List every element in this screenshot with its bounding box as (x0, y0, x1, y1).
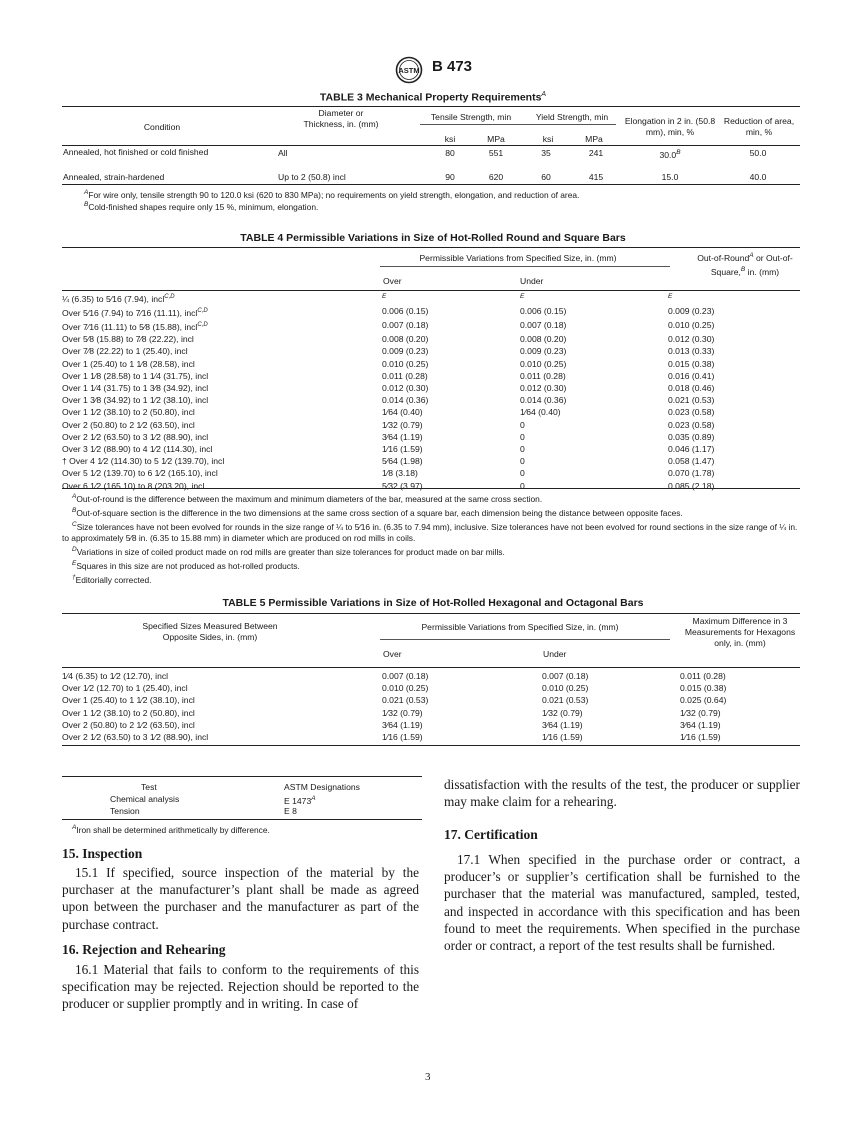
table-cell: 0.014 (0.36) (520, 395, 567, 406)
table-cell: 0.085 (2.18) (668, 480, 715, 491)
t5-col-sizes: Specified Sizes Measured Between Opposite Sides, in. (mm) (142, 621, 278, 642)
table-cell: 0.009 (0.23) (520, 346, 567, 357)
table-row (62, 394, 788, 406)
table-cell: 0.021 (0.53) (668, 395, 715, 406)
table-cell: 0.010 (0.25) (542, 683, 589, 694)
test-row2-test: Tension (110, 806, 140, 816)
table-cell: Over 5⁄8 (15.88) to 7⁄8 (22.22), incl (62, 334, 194, 345)
table-cell: 0.011 (0.28) (680, 671, 726, 681)
test-col-test: Test (141, 782, 157, 792)
table-cell: Over 7⁄8 (22.22) to 1 (25.40), incl (62, 346, 188, 357)
table-row (62, 406, 788, 418)
table-row (62, 382, 788, 394)
table-cell: 0 (520, 480, 525, 491)
t3-footnote-a: $^A$For wire only, tensile strength 90 to 120.0 ksi (620 to 830 MPa); no requirements on yield strength, elongation, and reduction of area. (84, 189, 580, 200)
table-cell: Over 6 1⁄2 (165.10) to 8 (203.20), incl (62, 480, 205, 491)
section-16-title: 16. Rejection and Rehearing (62, 942, 226, 957)
table-cell: Over 1 3⁄8 (34.92) to 1 1⁄2 (38.10), incl (62, 395, 209, 406)
table-cell: Over 1 1⁄4 (31.75) to 1 3⁄8 (34.92), incl (62, 383, 209, 393)
table-cell: 0.011 (0.28) (382, 370, 428, 381)
astm-logo-icon (394, 56, 424, 84)
table-cell: Over 1 1⁄2 (38.10) to 2 (50.80), incl (62, 407, 195, 418)
t4-col-oor: Out-of-Round$^A$ or Out-of-Square,$^B$ in. (mm) (697, 252, 793, 277)
t3-row2-condition: Annealed, strain-hardened (63, 172, 165, 182)
t3-col-reduction: Reduction of area, min, % (723, 116, 795, 137)
svg-text:ASTM: ASTM (398, 66, 420, 75)
t5-col-group: Permissible Variations from Specified Size, in. (mm) (421, 622, 619, 632)
table-cell: 0.010 (0.25) (668, 320, 715, 331)
table-row (62, 480, 788, 492)
table-cell: 0.023 (0.58) (668, 407, 715, 418)
table-cell: 0 (520, 444, 525, 455)
t5-col-under: Under (543, 649, 567, 659)
t3-row2-ympa: 415 (588, 172, 604, 182)
table-cell: 0.023 (0.58) (668, 419, 715, 430)
table5-title: TABLE 5 Permissible Variations in Size of Hot-Rolled Hexagonal and Octagonal Bars (222, 597, 644, 609)
table-cell: 1⁄32 (0.79) (382, 707, 423, 718)
table-cell: ¼ (6.35) to 5⁄16 (7.94), incl$^{C,D}$ (62, 293, 175, 304)
table-cell: 0.015 (0.38) (680, 683, 727, 694)
test-row1-test: Chemical analysis (110, 794, 180, 804)
test-row2-designation: E 8 (284, 806, 297, 816)
t3-row1-condition: Annealed, hot finished or cold finished (63, 147, 209, 157)
table-cell: 0.016 (0.41) (668, 370, 715, 381)
table-cell: 1⁄32 (0.79) (680, 707, 721, 718)
table-cell: 0.007 (0.18) (382, 671, 429, 681)
table4-title: TABLE 4 Permissible Variations in Size of Hot-Rolled Round and Square Bars (240, 232, 626, 244)
table-cell: Over 2 (50.80) to 2 1⁄2 (63.50), incl (62, 719, 195, 730)
table-cell: Over 1⁄2 (12.70) to 1 (25.40), incl (62, 683, 188, 694)
t3-row1-diameter: All (278, 148, 288, 158)
table-cell: Over 5 1⁄2 (139.70) to 6 1⁄2 (165.10), incl (62, 468, 218, 479)
t3-footnote-b: $^B$Cold-finished shapes require only 15 %, minimum, elongation. (84, 201, 319, 212)
footnote: $^A$Out-of-round is the difference between the maximum and minimum diameters of the bar, measured at the same cross section. (72, 493, 543, 504)
table-cell: 0 (520, 456, 525, 467)
t3-col-tensile: Tensile Strength, min (430, 112, 512, 122)
table-cell: 1⁄16 (1.59) (680, 732, 721, 743)
t4-rows (62, 291, 788, 492)
t3-col-diameter: Diameter or Thickness, in. (mm) (303, 108, 379, 129)
table-cell: 1⁄16 (1.59) (542, 732, 583, 743)
footnote: $^E$Squares in this size are not produced as hot-rolled products. (72, 560, 300, 571)
table-cell: 0 (520, 468, 525, 479)
t5-col-over: Over (383, 649, 402, 659)
table-row (62, 370, 788, 382)
table-cell: 0.035 (0.89) (668, 431, 715, 442)
table-cell: Over 1 1⁄2 (38.10) to 2 (50.80), incl (62, 707, 195, 718)
table-cell: 0.012 (0.30) (382, 383, 429, 393)
table-cell: 0.015 (0.38) (668, 358, 715, 369)
table-cell: Over 5⁄16 (7.94) to 7⁄16 (11.11), incl$^{C,D}$ (62, 307, 208, 318)
table-cell: 0.012 (0.30) (668, 334, 715, 345)
table-cell: 0.008 (0.20) (520, 334, 567, 345)
t5-rows (62, 670, 800, 743)
table-cell: 0.007 (0.18) (382, 320, 429, 331)
t3-row2-tmpa: 620 (488, 172, 504, 182)
table-cell: 1⁄16 (1.59) (382, 444, 423, 455)
table-row (62, 358, 788, 370)
footnote: $^C$Size tolerances have not been evolved for rounds in the size range of ¼ to 5⁄16 in. (6.35 to 7.94 mm), inclusive. Size tolerances have not been evolved for round sections in the size range of ¼ in. to approximately 5⁄8 in. (6.35 to 15.88 mm) in diameter which are produced on rod mills in coils. (62, 520, 798, 544)
table-cell: 3⁄64 (1.19) (680, 719, 721, 730)
t3-row1-ympa: 241 (588, 148, 604, 158)
table-cell: Over 7⁄16 (11.11) to 5⁄8 (15.88), incl$^{C,D}$ (62, 321, 208, 332)
table-cell: 0.007 (0.18) (542, 671, 589, 681)
table-cell: 1⁄4 (6.35) to 1⁄2 (12.70), incl (62, 671, 169, 681)
table-cell: 1⁄64 (0.40) (520, 407, 561, 418)
table-cell: 0.007 (0.18) (520, 320, 567, 331)
t3-row2-elong: 15.0 (661, 172, 679, 182)
section-15-title: 15. Inspection (62, 846, 143, 861)
table-cell: 0.021 (0.53) (542, 695, 589, 706)
table-row (62, 707, 800, 719)
footnote: †Editorially corrected. (72, 573, 152, 585)
table-cell: 0.010 (0.25) (520, 358, 567, 369)
table-row (62, 731, 800, 743)
table-row (62, 291, 788, 305)
table-cell: 5⁄64 (1.98) (382, 456, 423, 467)
t3-row1-yksi: 35 (541, 148, 551, 158)
t4-col-over: Over (383, 276, 402, 286)
table-cell: 0.009 (0.23) (382, 346, 429, 357)
table-cell: 0.006 (0.15) (520, 306, 567, 317)
section-17-para: 17.1 When specified in the purchase order or contract, a producer’s or supplier’s certification shall be furnished to the purchaser that the material was manufactured, sampled, tested, and inspected in accordance with this specification and has been found to meet the requirements. When specified in the purchase order or contract, a report of the test results shall be furnished. (444, 852, 800, 954)
table-cell: 1⁄16 (1.59) (382, 732, 423, 743)
table-cell: Over 1 (25.40) to 1 1⁄8 (28.58), incl (62, 358, 195, 369)
table-cell: 0.014 (0.36) (382, 395, 429, 406)
t4-footnotes (62, 491, 802, 586)
table-cell: 1⁄32 (0.79) (542, 707, 583, 718)
t3-unit-mpa: MPa (487, 134, 505, 144)
section-16-para: 16.1 Material that fails to conform to the requirements of this specification may be rejected. Rejection should be reported to the producer or supplier promptly and in writing. In case of (62, 962, 419, 1012)
table-cell: E (382, 293, 387, 300)
table-cell: 0.021 (0.53) (382, 695, 429, 706)
table-cell: 0 (520, 419, 525, 430)
table-cell: 3⁄64 (1.19) (382, 431, 423, 442)
table-cell: E (668, 293, 673, 300)
table-row (62, 443, 788, 455)
table-row (62, 319, 788, 333)
table-cell: Over 2 1⁄2 (63.50) to 3 1⁄2 (88.90), incl (62, 732, 209, 743)
table-cell: 5⁄32 (3.97) (382, 480, 423, 491)
t5-col-maxdiff: Maximum Difference in 3 Measurements for Hexagons only, in. (mm) (684, 616, 796, 648)
table-cell: 3⁄64 (1.19) (542, 719, 583, 730)
table-row (62, 682, 800, 694)
t3-row1-elong: $30.0^B$ (659, 149, 681, 160)
table-cell: Over 3 1⁄2 (88.90) to 4 1⁄2 (114.30), incl (62, 444, 213, 455)
footnote: $^D$Variations in size of coiled product made on rod mills are greater than size tolerances for product made on bar mills. (72, 546, 505, 558)
t3-row2-tksi: 90 (445, 172, 455, 182)
t4-col-group: Permissible Variations from Specified Size, in. (mm) (419, 253, 617, 263)
table-cell: 1⁄64 (0.40) (382, 407, 423, 418)
table-cell: 0.025 (0.64) (680, 695, 727, 706)
t3-unit-ksi: ksi (444, 134, 456, 144)
table-row (62, 694, 800, 706)
table-cell: 0.008 (0.20) (382, 334, 429, 345)
table-cell: Over 1 1⁄8 (28.58) to 1 1⁄4 (31.75), incl (62, 370, 209, 381)
table-row (62, 305, 788, 319)
table-cell: 0.010 (0.25) (382, 683, 429, 694)
table-cell: 0.013 (0.33) (668, 346, 715, 357)
test-footnote: $^A$Iron shall be determined arithmetically by difference. (72, 824, 270, 835)
t3-row2-diameter: Up to 2 (50.8) incl (278, 172, 346, 182)
t3-row2-red: 40.0 (749, 172, 767, 182)
t3-row1-tmpa: 551 (488, 148, 504, 158)
section-16-continued: dissatisfaction with the results of the test, the producer or supplier may make claim for a rehearing. (444, 777, 800, 810)
section-15-para: 15.1 If specified, source inspection of the material by the purchaser at the manufacturer’s plant shall be made as agreed upon between the purchaser and the manufacturer as part of the purchase contract. (62, 865, 419, 932)
table3-title: TABLE 3 Mechanical Property Requirements$^A$ (319, 91, 547, 104)
footnote: $^B$Out-of-square section is the difference in the two dimensions at the same cross section of a square bar, each dimension being the distance between opposite faces. (72, 506, 683, 518)
t3-col-elongation: Elongation in 2 in. (50.8 mm), min, % (624, 116, 716, 137)
table-row (62, 455, 788, 467)
table-cell: 0.018 (0.46) (668, 383, 715, 393)
table-row (62, 333, 788, 345)
table-cell: 0.009 (0.23) (668, 306, 715, 317)
test-row1-designation: E $1473^A$ (284, 795, 316, 806)
t3-row1-tksi: 80 (445, 148, 455, 158)
t3-row2-yksi: 60 (541, 172, 551, 182)
table-cell: 1⁄32 (0.79) (382, 419, 423, 430)
table-cell: Over 1 (25.40) to 1 1⁄2 (38.10), incl (62, 695, 195, 706)
table-cell: 0.058 (1.47) (668, 456, 715, 467)
table-cell: 1⁄8 (3.18) (382, 468, 418, 479)
table-cell: Over 2 (50.80) to 2 1⁄2 (63.50), incl (62, 419, 195, 430)
table-cell: 0.010 (0.25) (382, 358, 429, 369)
t4-col-under: Under (520, 276, 544, 286)
page-number: 3 (425, 1071, 431, 1083)
table-cell: † Over 4 1⁄2 (114.30) to 5 1⁄2 (139.70), incl (62, 456, 225, 467)
t3-unit-ksi: ksi (542, 134, 554, 144)
table-cell: Over 2 1⁄2 (63.50) to 3 1⁄2 (88.90), incl (62, 431, 209, 442)
table-row (62, 719, 800, 731)
table-row (62, 431, 788, 443)
table-cell: 0.012 (0.30) (520, 383, 567, 393)
table-cell: 0.011 (0.28) (520, 370, 566, 381)
table-cell: E (520, 293, 525, 300)
table-cell: 0.070 (1.78) (668, 468, 715, 479)
t3-unit-mpa: MPa (585, 134, 603, 144)
designation-header: B 473 (432, 58, 473, 75)
table-row (62, 419, 788, 431)
t3-col-yield: Yield Strength, min (535, 112, 609, 122)
table-row (62, 345, 788, 357)
table-cell: 0 (520, 431, 525, 442)
table-cell: 0.046 (1.17) (668, 444, 715, 455)
table-cell: 0.006 (0.15) (382, 306, 429, 317)
table-row (62, 670, 800, 682)
table-row (62, 467, 788, 479)
test-col-designation: ASTM Designations (284, 782, 360, 792)
t3-row1-red: 50.0 (749, 148, 767, 158)
section-17-title: 17. Certification (444, 827, 538, 842)
table-cell: 3⁄64 (1.19) (382, 719, 423, 730)
t3-col-condition: Condition (143, 122, 181, 132)
